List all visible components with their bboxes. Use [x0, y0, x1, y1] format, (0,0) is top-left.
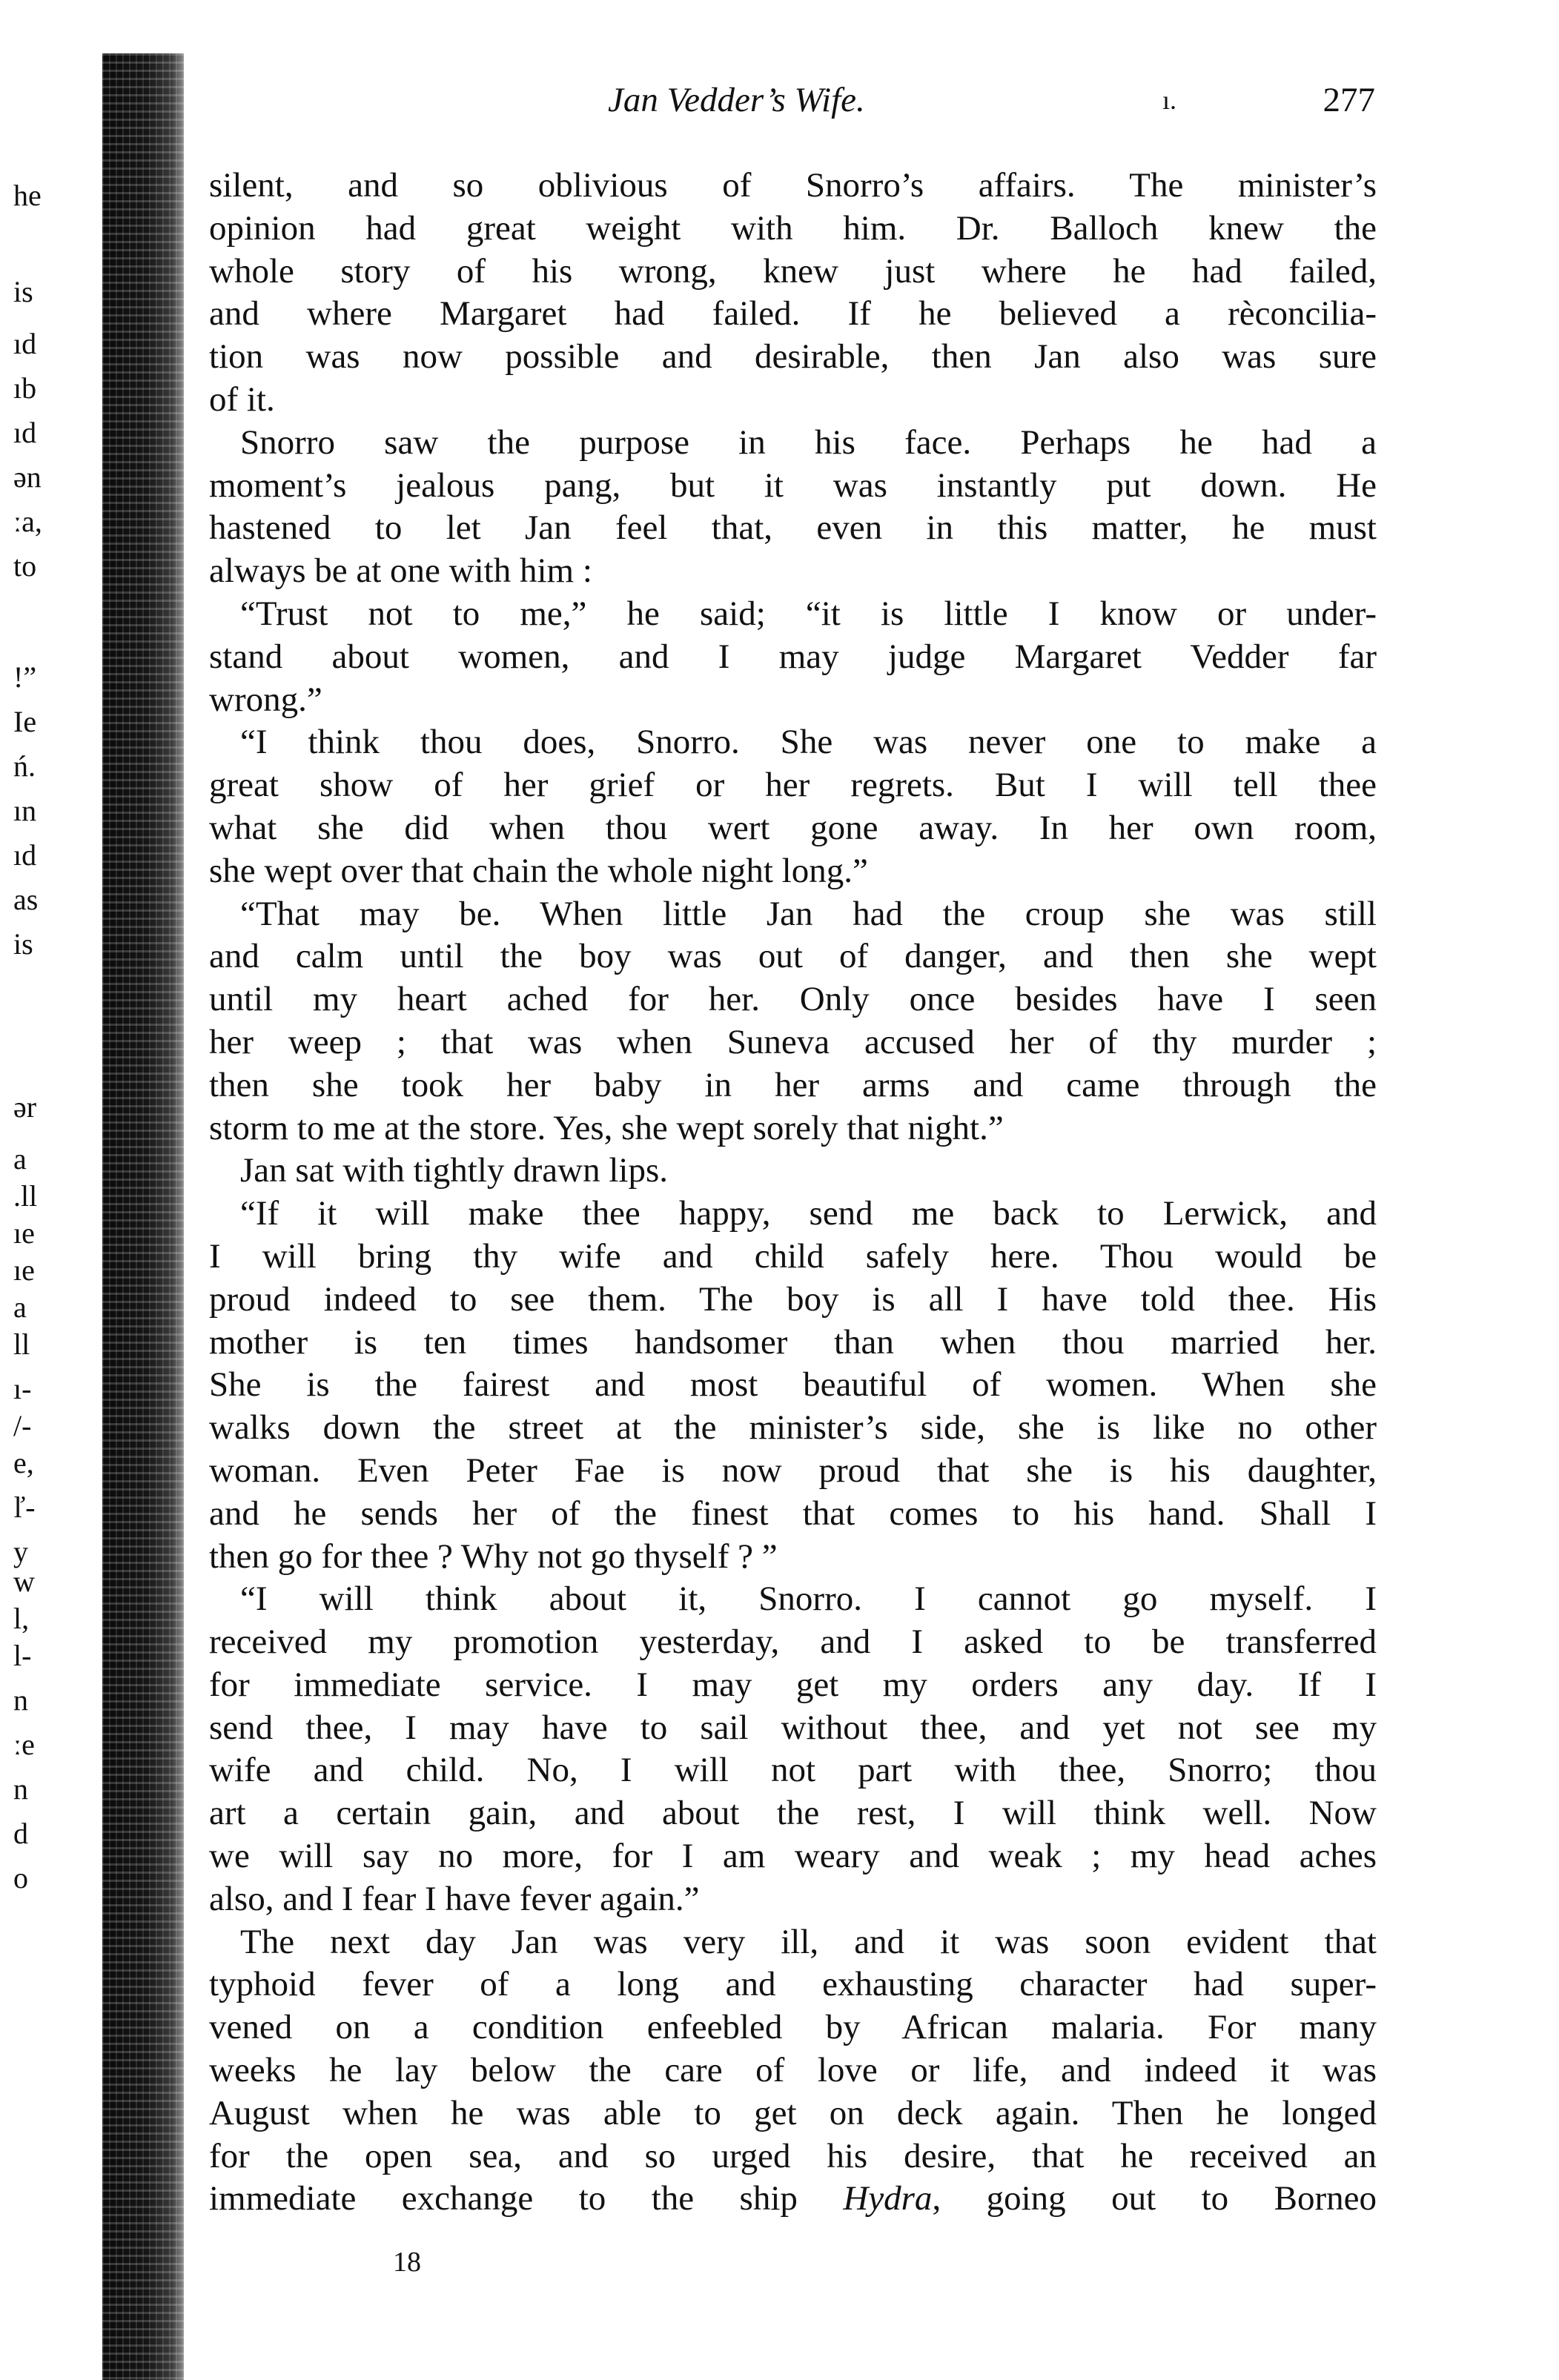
text-line: and where Margaret had failed. If he believed a rèconcilia-: [209, 294, 1377, 334]
margin-fragment: ıe: [13, 1216, 35, 1250]
margin-fragment: e,: [13, 1446, 34, 1479]
text-line: stand about women, and I may judge Margaret Vedder far: [209, 637, 1377, 676]
text-line: walks down the street at the minister’s side, she is like no other: [209, 1408, 1377, 1448]
text-line: vened on a condition enfeebled by African malaria. For many: [209, 2008, 1377, 2047]
margin-fragment: a: [13, 1142, 27, 1176]
text-line: then she took her baby in her arms and came through the: [209, 1065, 1377, 1104]
text-line: for immediate service. I may get my orders any day. If I: [209, 1665, 1377, 1704]
margin-fragment: a: [13, 1290, 27, 1324]
text-line: send thee, I may have to sail without thee, and yet not see my: [209, 1708, 1377, 1747]
margin-fragment: !”: [13, 660, 37, 694]
margin-fragment: d: [13, 1817, 28, 1850]
margin-fragment: .ll: [13, 1179, 38, 1213]
page-number: 277: [1323, 81, 1375, 119]
text-line: “I will think about it, Snorro. I cannot go myself. I: [240, 1580, 1377, 1619]
text-line: her weep ; that was when Suneva accused her of thy murder ;: [209, 1022, 1377, 1061]
text-line: whole story of his wrong, knew just where he had failed,: [209, 251, 1377, 291]
margin-fragment: ıb: [13, 371, 37, 405]
margin-fragment: is: [13, 927, 33, 961]
margin-fragment: is: [13, 275, 33, 308]
text-line: proud indeed to see them. The boy is all I have told thee. His: [209, 1279, 1377, 1319]
text-line: for the open sea, and so urged his desire, that he received an: [209, 2136, 1377, 2175]
text-line: what she did when thou wert gone away. In her own room,: [209, 808, 1377, 847]
margin-fragment: ːe: [13, 1728, 35, 1761]
margin-fragment: ıd: [13, 838, 37, 872]
text-line: wife and child. No, I will not part with thee, Snorro; thou: [209, 1751, 1377, 1790]
margin-fragment: ıe: [13, 1253, 35, 1287]
text-line: hastened to let Jan feel that, even in this matter, he must: [209, 508, 1377, 548]
margin-fragment: ı-: [13, 1372, 32, 1405]
margin-fragment: w: [13, 1565, 35, 1598]
margin-fragment: he: [13, 179, 42, 212]
margin-fragment: o: [13, 1861, 28, 1895]
text-line: moment’s jealous pang, but it was instantly put down. He: [209, 465, 1377, 505]
margin-fragment: ıd: [13, 327, 37, 360]
facing-page-fragment: [13, 178, 117, 2327]
text-line: mother is ten times handsomer than when thou married her.: [209, 1322, 1377, 1362]
text-line: typhoid fever of a long and exhausting character had super-: [209, 1965, 1377, 2004]
body-text: [209, 165, 1377, 2221]
text-line: woman. Even Peter Fae is now proud that she is his daughter,: [209, 1451, 1377, 1490]
margin-fragment: ll: [13, 1327, 30, 1361]
text-line: tion was now possible and desirable, then Jan also was sure: [209, 337, 1377, 377]
margin-fragment: ın: [13, 794, 37, 827]
text-line: silent, and so oblivious of Snorro’s affairs. The minister’s: [209, 166, 1377, 205]
text-line: Jan sat with tightly drawn lips.: [240, 1151, 669, 1190]
running-head: [222, 80, 1375, 129]
text-line: also, and I fear I have fever again.”: [209, 1879, 700, 1918]
margin-fragment: to: [13, 549, 37, 583]
text-line: always be at one with him :: [209, 551, 592, 591]
text-line: then go for thee ? Why not go thyself ? ”: [209, 1537, 778, 1576]
text-line: “Trust not to me,” he said; “it is little I know or under-: [240, 594, 1377, 633]
text-line: received my promotion yesterday, and I asked to be transferred: [209, 1622, 1377, 1662]
text-line: August when he was able to get on deck again. Then he longed: [209, 2093, 1377, 2132]
text-line: immediate exchange to the ship Hydra, going out to Borneo: [209, 2179, 1377, 2218]
margin-fragment: ːa,: [13, 505, 42, 538]
margin-fragment: ıd: [13, 416, 37, 449]
text-line: until my heart ached for her. Only once besides have I seen: [209, 980, 1377, 1019]
text-line: “That may be. When little Jan had the croup she was still: [240, 894, 1377, 933]
margin-fragment: as: [13, 883, 39, 916]
text-line: Snorro saw the purpose in his face. Perhaps he had a: [240, 422, 1377, 462]
margin-fragment: n: [13, 1772, 28, 1806]
text-line: great show of her grief or her regrets. But I will tell thee: [209, 766, 1377, 805]
text-line: “If it will make thee happy, send me back to Lerwick, and: [240, 1194, 1377, 1233]
text-line: weeks he lay below the care of love or life, and indeed it was: [209, 2051, 1377, 2090]
text-line: “I think thou does, Snorro. She was never one to make a: [240, 723, 1377, 762]
signature-mark: 18: [393, 2247, 421, 2278]
margin-fragment: l,: [13, 1602, 30, 1635]
ship-name: Hydra: [843, 2179, 933, 2218]
margin-fragment: ń.: [13, 749, 36, 783]
text-line: wrong.”: [209, 680, 322, 719]
margin-fragment: ľ-: [13, 1491, 36, 1524]
text-line: I will bring thy wife and child safely here. Thou would be: [209, 1236, 1377, 1276]
running-head-mark: ı.: [1162, 85, 1177, 115]
text-line: She is the fairest and most beautiful of women. When she: [209, 1365, 1377, 1405]
text-line: opinion had great weight with him. Dr. Balloch knew the: [209, 208, 1377, 248]
text-line: she wept over that chain the whole night long.”: [209, 851, 868, 890]
margin-fragment: /-: [13, 1409, 32, 1442]
margin-fragment: Ie: [13, 705, 37, 738]
running-title: Jan Vedder’s Wife.: [608, 81, 865, 119]
margin-fragment: y: [13, 1535, 28, 1568]
text-line: The next day Jan was very ill, and it was soon evident that: [240, 1922, 1377, 1961]
margin-fragment: l-: [13, 1639, 32, 1672]
text-line: of it.: [209, 379, 275, 419]
text-line: and calm until the boy was out of danger, and then she wept: [209, 937, 1377, 976]
text-line: art a certain gain, and about the rest, I will think well. Now: [209, 1794, 1377, 1833]
margin-fragment: ən: [13, 460, 42, 494]
binding-gutter: [102, 53, 184, 2380]
margin-fragment: ər: [13, 1090, 37, 1124]
text-line: we will say no more, for I am weary and weak ; my head aches: [209, 1837, 1377, 1876]
margin-fragment: n: [13, 1683, 28, 1717]
text-line: and he sends her of the finest that comes to his hand. Shall I: [209, 1494, 1377, 1533]
text-line: storm to me at the store. Yes, she wept sorely that night.”: [209, 1108, 1004, 1147]
